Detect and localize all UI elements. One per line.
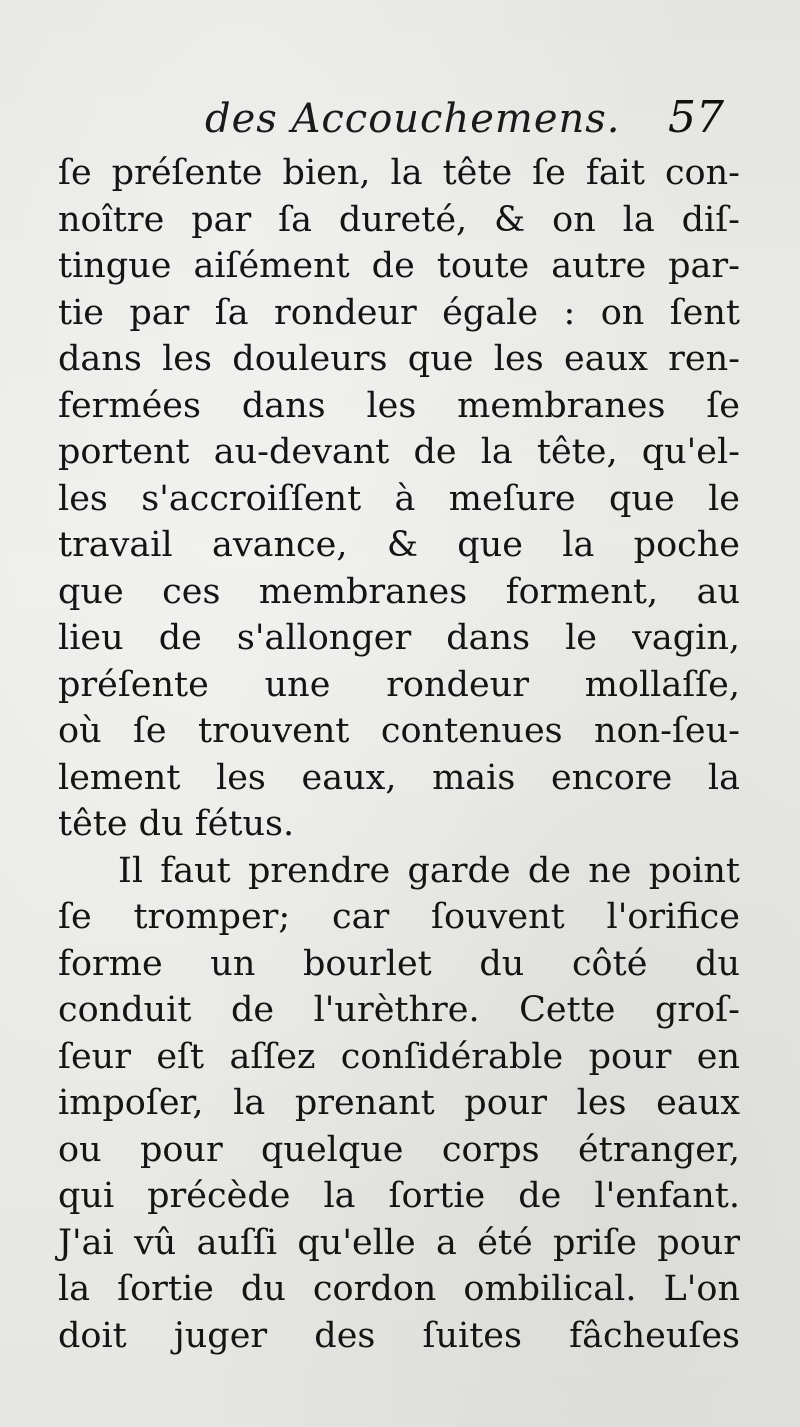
text-line: ſeur eſt aſſez conſidérable pour en xyxy=(58,1036,740,1077)
text-line: forme un bourlet du côté du xyxy=(58,943,740,984)
text-line: portent au-devant de la tête, qu'el- xyxy=(58,432,740,472)
text-line: impoſer, la prenant pour les eaux xyxy=(58,1083,740,1123)
text-line: doit juger des ſuites fâcheuſes xyxy=(58,1315,740,1356)
running-title: des Accouchemens. xyxy=(205,96,621,142)
text-line: ſe préſente bien, la tête ſe fait con- xyxy=(58,153,740,193)
text-line: où ſe trouvent contenues non-ſeu- xyxy=(58,711,740,751)
paragraph-2 xyxy=(0,848,800,1360)
text-line: lieu de s'allonger dans le vagin, xyxy=(58,618,740,658)
paragraph-1 xyxy=(0,150,800,848)
text-line: fermées dans les membranes ſe xyxy=(58,385,740,426)
page-number: 57 xyxy=(668,92,724,143)
text-line: conduit de l'urèthre. Cette groſ- xyxy=(58,990,740,1030)
text-line: qui précède la ſortie de l'enfant. xyxy=(58,1176,740,1216)
text-line: travail avance, & que la poche xyxy=(58,525,740,565)
text-line: préſente une rondeur mollaſſe, xyxy=(58,664,740,705)
text-line: lement les eaux, mais encore la xyxy=(58,757,740,798)
text-line: la ſortie du cordon ombilical. L'on xyxy=(58,1269,740,1309)
text-line: ſe tromper; car ſouvent l'orifice xyxy=(58,897,740,937)
text-line: les s'accroiſſent à meſure que le xyxy=(58,478,740,519)
text-line: tête du fétus. xyxy=(58,804,295,844)
text-line: que ces membranes forment, au xyxy=(58,571,740,612)
text-line: J'ai vû auſſi qu'elle a été priſe pour xyxy=(58,1222,740,1263)
text-line: tingue aiſément de toute autre par- xyxy=(58,246,740,286)
text-line: tie par ſa rondeur égale : on ſent xyxy=(58,292,740,333)
text-line: dans les douleurs que les eaux ren- xyxy=(58,339,740,379)
body-text xyxy=(0,150,800,1359)
text-line: ou pour quelque corps étranger, xyxy=(58,1129,740,1170)
text-line: Il faut prendre garde de ne point xyxy=(118,850,740,891)
text-line: noître par ſa dureté, & on la diſ- xyxy=(58,199,740,240)
